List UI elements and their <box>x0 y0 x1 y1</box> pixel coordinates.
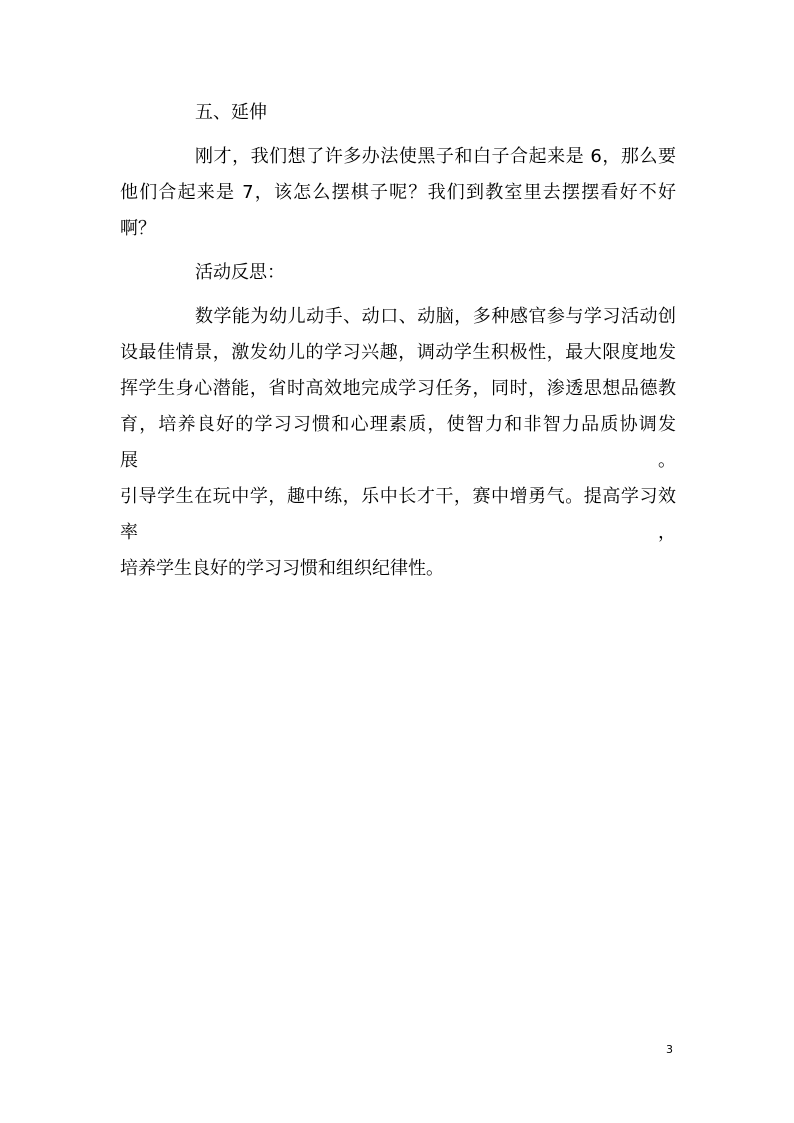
paragraph-line: 数学能为幼儿动手、动口、动脑，多种感官参与学习活动创 <box>195 306 676 327</box>
page-number: 3 <box>666 1043 673 1056</box>
paragraph-line: 他们合起来是 7，该怎么摆棋子呢？我们到教室里去摆摆看好不好啊？ <box>120 182 676 239</box>
paragraph-line: 培养学生良好的学习习惯和组织纪律性。 <box>120 558 444 579</box>
document-body <box>120 95 676 587</box>
paragraph-extension <box>120 139 676 247</box>
paragraph-line: 育，培养良好的学习习惯和心理素质，使智力和非智力品质协调发展。 <box>120 414 676 471</box>
paragraph-line: 引导学生在玩中学，趣中练，乐中长才干，赛中增勇气。提高学习效率， <box>120 486 676 543</box>
paragraph-line: 设最佳情景，激发幼儿的学习兴趣，调动学生积极性，最大限度地发 <box>120 342 676 363</box>
paragraph-line: 挥学生身心潜能，省时高效地完成学习任务，同时，渗透思想品德教 <box>120 378 676 399</box>
paragraph-reflection <box>120 299 676 587</box>
paragraph-line: 刚才，我们想了许多办法使黑子和白子合起来是 6，那么要 <box>195 146 676 167</box>
section-heading: 五、延伸 <box>195 102 267 123</box>
reflection-heading: 活动反思： <box>195 262 285 283</box>
